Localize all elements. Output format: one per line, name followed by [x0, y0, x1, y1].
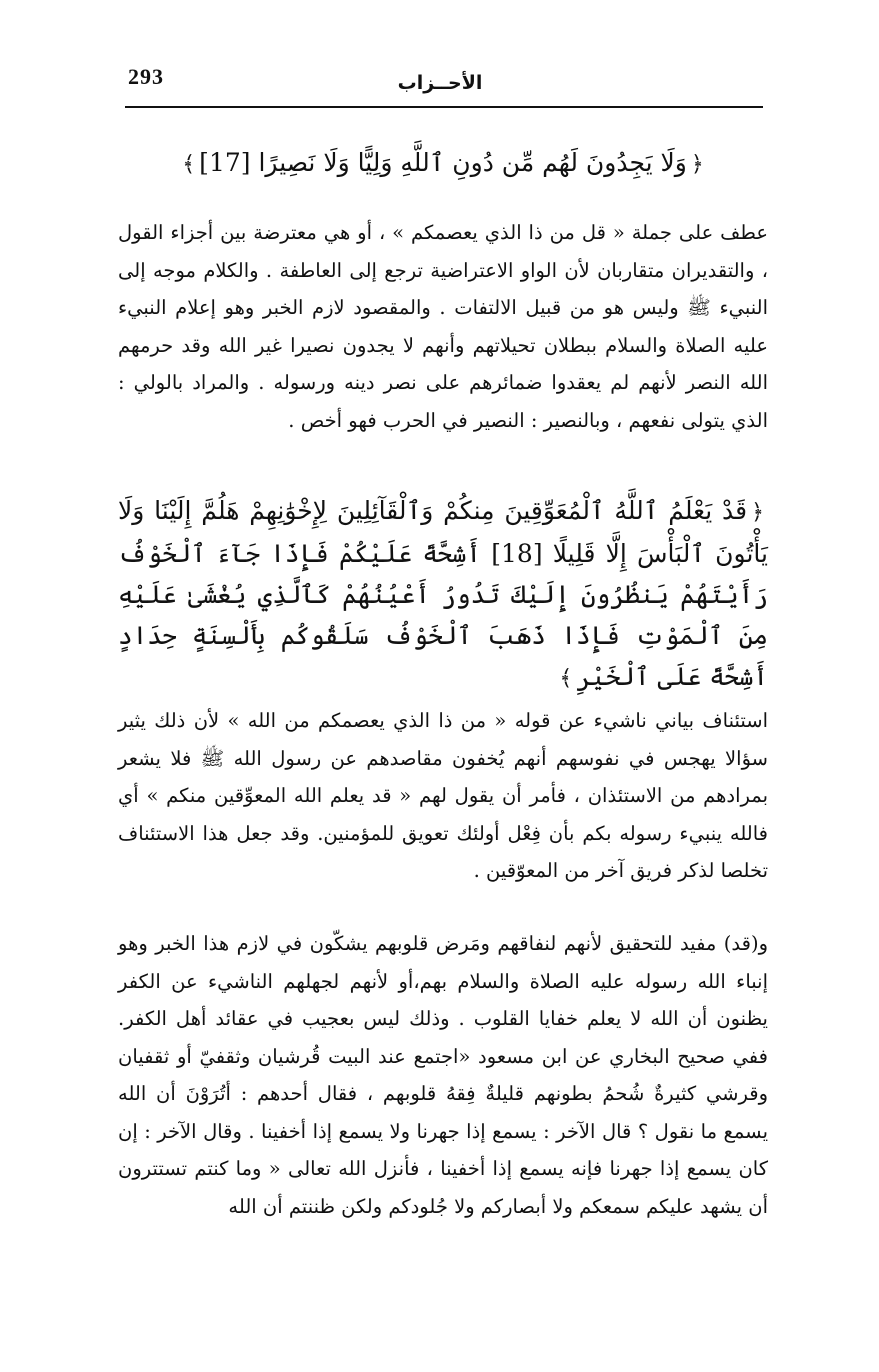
- verse-open-ornament: ﴿: [751, 500, 764, 525]
- commentary-paragraph-1: عطف على جملة « قل من ذا الذي يعصمكم » ، أو هي معترضة بين أجزاء القول ، والتقديران متقاربان لأن الواو الاعتراضية ترجع إلى العاطفة . والكلام موجه إلى النبيء ﷺ وليس هو من قبيل الالتفات . والمقصود لازم الخبر وهو إعلام النبيء عليه الصلاة والسلام ببطلان تحيلاتهم وأنهم لا يجدون نصيرا غير الله وقد حرمهم الله النصر لأنهم لم يعقدوا ضمائرهم على نصر دينه ورسوله . والمراد بالولي : الذي يتولى نفعهم ، وبالنصير : النصير في الحرب فهو أخص .: [118, 221, 768, 432]
- verse-close-ornament: ﴾: [182, 152, 196, 177]
- verse-open-ornament: ﴿: [690, 152, 704, 177]
- header-rule: [125, 106, 763, 108]
- commentary-paragraph-2: استئناف بياني ناشيء عن قوله « من ذا الذي يعصمكم من الله » لأن ذلك يثير سؤالا يهجس في نفوسهم أنهم يُخفون مقاصدهم عن رسول الله ﷺ فلا يشعر بمرادهم من الاستئذان ، فأمر أن يقول لهم « قد يعلم الله المعوِّقين منكم » أي فالله ينبيء رسوله بكم بأن فِعْل أولئك تعويق للمؤمنين. وقد جعل هذا الاستئناف تخلصا لذكر فريق آخر من المعوّقين .: [118, 709, 768, 882]
- verse-17: [118, 142, 768, 185]
- commentary-paragraph-3: و(قد) مفيد للتحقيق لأنهم لنفاقهم ومَرض قلوبهم يشكّون في لازم هذا الخبر وهو إنباء الله رسوله عليه الصلاة والسلام بهم،أو لأنهم لجهلهم الناشيء عن الكفر يظنون أن الله لا يعلم خفايا القلوب . وذلك ليس بعجيب في عقائد أهل الكفر. ففي صحيح البخاري عن ابن مسعود «اجتمع عند البيت قُرشيان وثقفيّ أو ثقفيان وقرشي كثيرةٌ شُحمُ بطونهم قليلةٌ فِقهُ قلوبهم ، فقال أحدهم : أتُرَوْنَ أن الله يسمع ما نقول ؟ قال الآخر : يسمع إذا جهرنا ولا يسمع إذا أخفينا . وقال الآخر : إن كان يسمع إذا جهرنا فإنه يسمع إذا أخفينا ، فأنزل الله تعالى « وما كنتم تستترون أن يشهد عليكم سمعكم ولا أبصاركم ولا جُلودكم ولكن ظننتم أن الله: [118, 932, 768, 1218]
- verse-18-19-text: قَدْ يَعْلَمُ ٱللَّهُ ٱلْمُعَوِّقِينَ مِنكُمْ وَٱلْقَآئِلِينَ لِإِخْوَٰنِهِمْ هَلُمَّ إِلَيْنَا وَلَا يَأْتُونَ ٱلْبَأْسَ إِلَّا قَلِيلًا [18] أَشِحَّةً عَلَيْكُمْ فَإِذَا جَآءَ ٱلْخَوْفُ رَأَيْتَهُمْ يَنظُرُونَ إِلَيْكَ تَدُورُ أَعْيُنُهُمْ كَٱلَّذِي يُغْشَىٰ عَلَيْهِ مِنَ ٱلْمَوْتِ فَإِذَا ذَهَبَ ٱلْخَوْفُ سَلَقُوكُم بِأَلْسِنَةٍ حِدَادٍ أَشِحَّةً عَلَى ٱلْخَيْرِ: [118, 496, 768, 691]
- verse-close-ornament: ﴾: [559, 666, 573, 691]
- running-title: الأحــزاب: [397, 72, 483, 94]
- verse-18-19: [118, 490, 768, 699]
- page-number: 293: [128, 64, 164, 89]
- verse-17-text: وَلَا يَجِدُونَ لَهُم مِّن دُونِ ٱللَّهِ وَلِيًّا وَلَا نَصِيرًا [17]: [199, 148, 687, 177]
